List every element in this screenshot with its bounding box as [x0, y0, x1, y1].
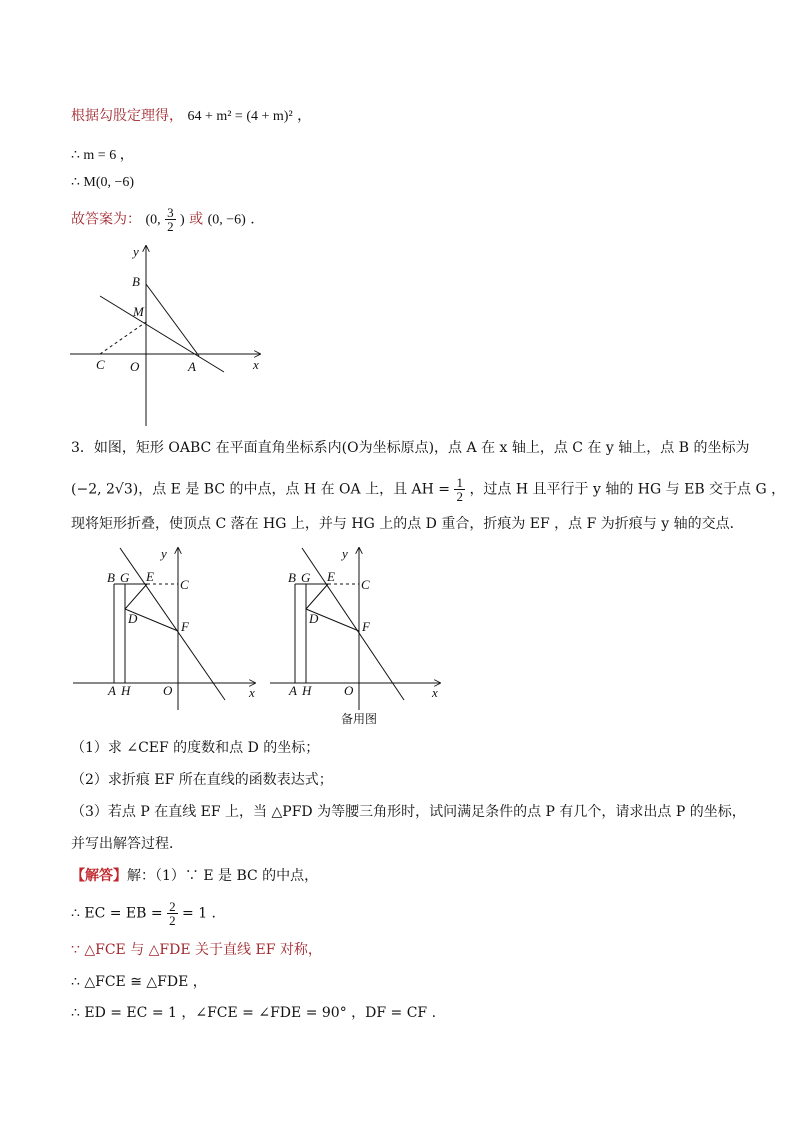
fraction-denominator: 2: [456, 489, 463, 504]
label-B: B: [107, 570, 115, 585]
solution-line-5: ∴ ED = EC = 1 ，∠FCE = ∠FDE = 90° ，DF = CF .: [71, 1005, 437, 1021]
segment-BA: [146, 284, 199, 356]
label-C: C: [96, 357, 105, 372]
label-O: O: [163, 683, 173, 698]
solution-line-3: ∵ △FCE 与 △FDE 关于直线 EF 对称，: [71, 942, 322, 958]
label-M: M: [133, 304, 144, 319]
question-1: （1）求 ∠CEF 的度数和点 D 的坐标；: [71, 740, 320, 756]
solution-tag: 【解答】: [71, 868, 127, 884]
label-G: G: [120, 570, 130, 585]
problem-3-line-2: [71, 476, 785, 503]
answer-open: (0,: [145, 212, 161, 228]
answer-close: ): [180, 212, 185, 228]
line-through-M-A: [100, 296, 224, 372]
label-D: D: [309, 611, 319, 626]
label-A: A: [108, 683, 116, 698]
answer-fraction: [165, 206, 176, 233]
label-y: y: [342, 546, 348, 561]
fraction-numerator: 3: [167, 205, 174, 220]
pythagoras-label: 根据勾股定理得，: [71, 108, 183, 124]
answer-label: 故答案为：: [71, 211, 141, 228]
line-answer: [71, 206, 255, 233]
label-C: C: [361, 577, 370, 592]
figure-1-diagram: [60, 240, 270, 430]
label-G: G: [301, 570, 311, 585]
ah-fraction: [454, 476, 465, 503]
label-F: F: [362, 619, 370, 634]
fraction-numerator: 2: [169, 899, 176, 914]
line-pythagoras: [71, 106, 311, 127]
label-x: x: [249, 685, 255, 700]
punct: ，: [297, 108, 312, 124]
label-y: y: [133, 244, 139, 259]
question-2: （2）求折痕 EF 所在直线的函数表达式；: [71, 772, 333, 788]
problem-3-line-2b: ，过点 H 且平行于 y 轴的 HG 与 EB 交于点 G ，: [469, 481, 786, 498]
solution-line-1-text: 解：（1）∵ E 是 BC 的中点，: [127, 868, 319, 884]
segment-ED: [306, 584, 328, 609]
label-B: B: [288, 570, 296, 585]
eb-fraction: [167, 900, 178, 927]
problem-3-line-2a: (−2, 2√3)，点 E 是 BC 的中点，点 H 在 OA 上，且 AH =: [71, 481, 451, 498]
answer-or: 或: [189, 211, 204, 228]
solution-line-2: [71, 900, 216, 927]
label-H: H: [121, 683, 131, 698]
label-F: F: [181, 619, 189, 634]
fraction-numerator: 1: [456, 475, 463, 490]
label-E: E: [146, 569, 154, 584]
segment-ED: [125, 584, 147, 609]
fraction-denominator: 2: [167, 219, 174, 234]
label-A: A: [289, 683, 297, 698]
figure-2-diagram: [65, 540, 265, 715]
line-m-value: ∴ m = 6 ，: [71, 148, 134, 163]
figure-2-backup-diagram: [264, 540, 444, 715]
solution-line-1: [71, 866, 318, 886]
backup-caption: 备用图: [341, 712, 378, 726]
solution-line-2a: ∴ EC = EB =: [71, 905, 163, 922]
problem-3-line-1: 3．如图，矩形 OABC 在平面直角坐标系内(O为坐标原点)，点 A 在 x 轴上，点 C 在 y 轴上，点 B 的坐标为: [71, 440, 750, 456]
label-H: H: [302, 683, 312, 698]
label-B: B: [132, 274, 140, 289]
solution-line-2b: = 1 .: [182, 905, 217, 922]
solution-line-4: ∴ △FCE ≅ △FDE ，: [71, 974, 207, 990]
dashed-CM: [100, 322, 146, 354]
pythagoras-equation: 64 + m² = (4 + m)²: [187, 109, 293, 124]
label-x: x: [253, 357, 259, 372]
question-3: （3）若点 P 在直线 EF 上，当 △PFD 为等腰三角形时，试问满足条件的点 P 有几个，请求出点 P 的坐标，: [71, 804, 746, 820]
problem-3-line-3: 现将矩形折叠，使顶点 C 落在 HG 上，并与 HG 上的点 D 重合，折痕为 EF ，点 F 为折痕与 y 轴的交点．: [71, 516, 744, 532]
punct: .: [250, 211, 255, 228]
answer-alt: (0, −6): [207, 212, 246, 228]
label-A: A: [188, 359, 196, 374]
label-y: y: [161, 546, 167, 561]
label-O: O: [344, 683, 354, 698]
label-O: O: [130, 359, 140, 374]
label-D: D: [128, 611, 138, 626]
label-C: C: [180, 577, 189, 592]
label-x: x: [432, 685, 438, 700]
question-3-cont: 并写出解答过程．: [71, 836, 183, 852]
label-E: E: [327, 569, 335, 584]
line-m-point: ∴ M(0, −6): [71, 175, 135, 190]
fraction-denominator: 2: [169, 913, 176, 928]
